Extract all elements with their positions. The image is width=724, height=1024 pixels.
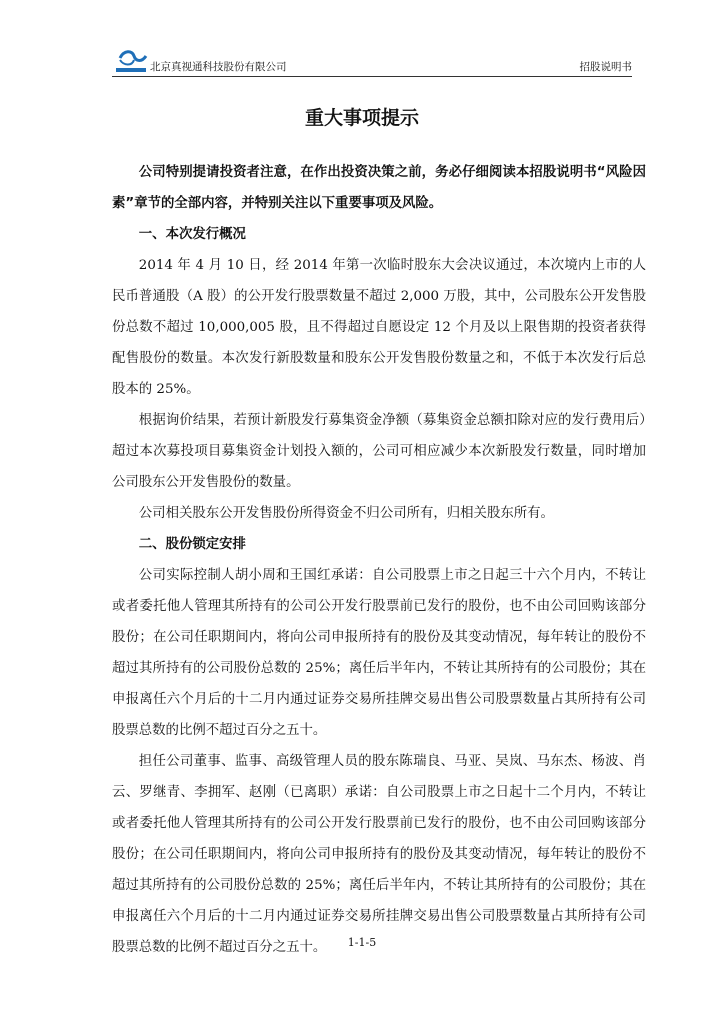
paragraph: 2014 年 4 月 10 日，经 2014 年第一次临时股东大会决议通过，本次境内上市的人民币普通股（A 股）的公开发行股票数量不超过 2,000 万股，其中，公司股东公开发售股份总数不超过 10,000,005 股，且不得超过自愿设定 12 个月及以上限售期的投资者获得配售股份的数量。本次发行新股数量和股东公开发售股份数量之和，不低于本次发行后总股本的 25%。	[112, 258, 646, 397]
header-rule	[112, 76, 632, 77]
page-header	[112, 48, 632, 76]
paragraph: 担任公司董事、监事、高级管理人员的股东陈瑞良、马亚、吴岚、马东杰、杨波、肖云、罗继青、李拥军、赵刚（已离职）承诺：自公司股票上市之日起十二个月内，不转让或者委托他人管理其所持有的公司公开发行股票前已发行的股份，也不由公司回购该部分股份；在公司任职期间内，将向公司申报所持有的股份及其变动情况，每年转让的股份不超过其所持有的公司股份总数的 25%；离任后半年内，不转让其所持有的公司股份；其在申报离任六个月后的十二月内通过证券交易所挂牌交易出售公司股票数量占其所持有公司股票总数的比例不超过百分之五十。	[112, 754, 646, 955]
document-body	[112, 157, 646, 963]
section-heading-lockup: 二、股份锁定安排	[138, 537, 246, 552]
page-title: 重大事项提示	[304, 107, 419, 129]
company-name: 北京真视通科技股份有限公司	[150, 61, 287, 73]
paragraph: 根据询价结果，若预计新股发行募集资金净额（募集资金总额扣除对应的发行费用后）超过本次募投项目募集资金计划投入额的，公司可相应减少本次新股发行数量，同时增加公司股东公开发售股份的数量。	[112, 413, 646, 490]
paragraph: 公司实际控制人胡小周和王国红承诺：自公司股票上市之日起三十六个月内，不转让或者委托他人管理其所持有的公司公开发行股票前已发行的股份，也不由公司回购该部分股份；在公司任职期间内，将向公司申报所持有的股份及其变动情况，每年转让的股份不超过其所持有的公司股份总数的 25%；离任后半年内，不转让其所持有的公司股份；其在申报离任六个月后的十二月内通过证券交易所挂牌交易出售公司股票数量占其所持有公司股票总数的比例不超过百分之五十。	[112, 568, 646, 738]
intro-paragraph: 公司特别提请投资者注意，在作出投资决策之前，务必仔细阅读本招股说明书“风险因素”章节的全部内容，并特别关注以下重要事项及风险。	[112, 165, 646, 211]
paragraph: 公司相关股东公开发售股份所得资金不归公司所有，归相关股东所有。	[138, 506, 554, 521]
company-logo-icon	[112, 48, 152, 74]
section-heading-issuance: 一、本次发行概况	[138, 227, 246, 242]
document-type: 招股说明书	[579, 61, 632, 73]
page-number: 1-1-5	[347, 936, 377, 949]
